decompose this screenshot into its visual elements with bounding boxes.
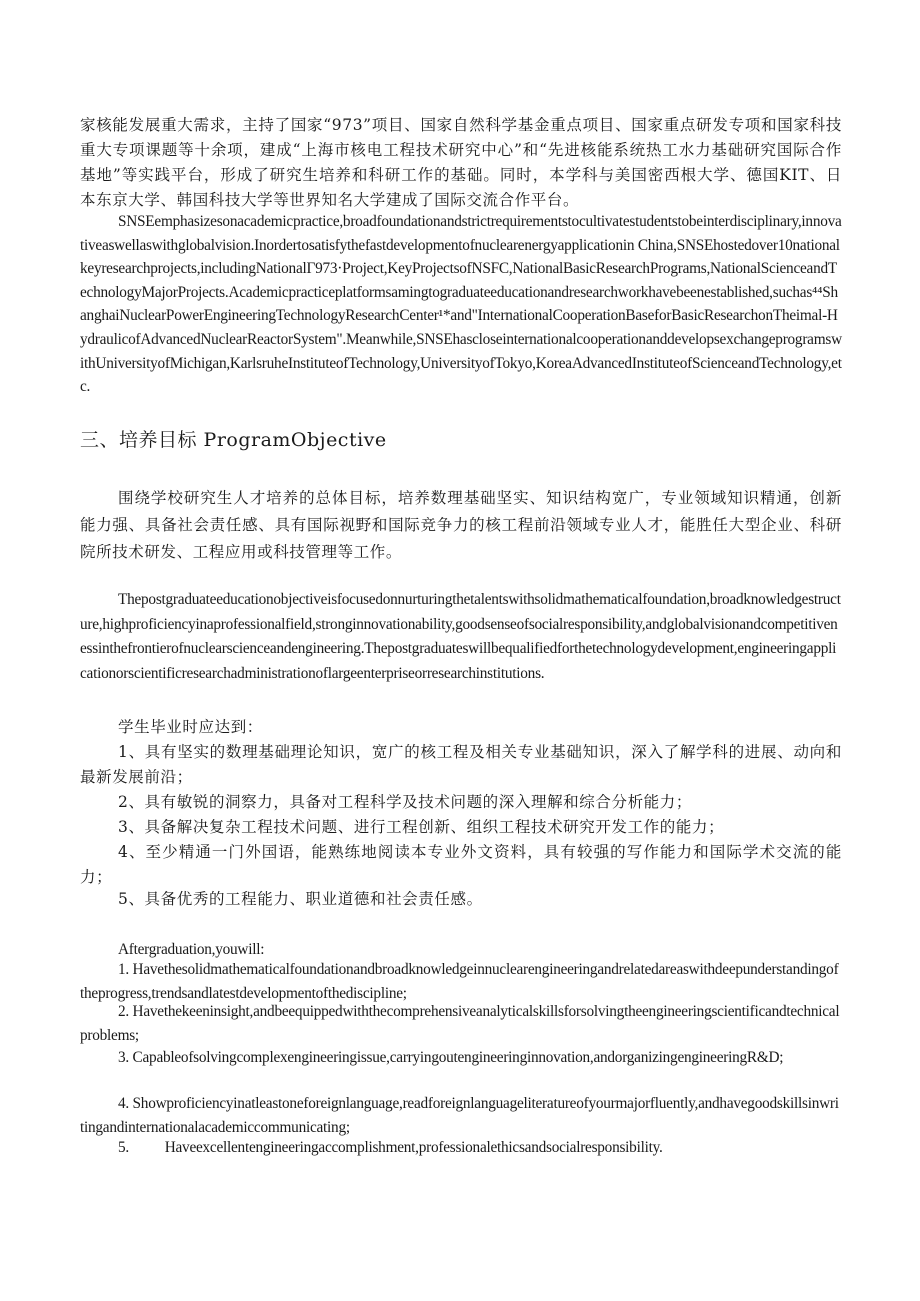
section2-english-paragraph: SNSEemphasizesonacademicpractice,broadfoundationandstrictrequirementstocultivatestudentstobeinterdisciplinary,innovativeaswellaswithglobalvision.Inordertosatisfythefastdevelopmentofnuclearenergyapplicationin China,SNSEhostedover10nationalkeyresearchprojects,includingNationalΓ973·Project,KeyProjectsofNSFC,NationalBasicResearchPrograms,NationalScienceandTechnologyMajorProjects.Academicpracticeplatformsamingtograduateeducationandresearchworkhavebeenestablished,suchas⁴⁴ShanghaiNuclearPowerEngineeringTechnologyResearchCenter¹*and"InternationalCooperationBaseforBasicResearchonTheimal-HydraulicofAdvancedNuclearReactorSystem".Meanwhile,SNSEhascloseinternationalcooperationanddevelopsexchangeprogramswithUniversityofMichigan,KarlsruheInstituteofTechnology,UniversityofTokyo,KoreaAdvancedInstituteofScienceandTechnology,etc. (80, 213, 842, 396)
graduation-english-item: 1. Havethesolidmathematicalfoundationandbroadknowledgeinnuclearengineeringandrelatedareaswithdeepunderstandingoftheprogress,trendsandlatestdevelopmentofthediscipline; (80, 961, 839, 1002)
objective-english-paragraph: Thepostgraduateeducationobjectiveisfocusedonnurturingthetalentswithsolidmathematicalfoundation,broadknowledgestructure,highproficiencyinaprofessionalfield,stronginnovationability,goodsenseofsocialresponsibility,andglobalvisionandcompetitivenessinthefrontierofnuclearscienceandengineering.Thepostgraduateswillbequalifiedforthetechnologydevelopment,engineeringapplicationorscientificresearchadministrationoflargeenterpriseorresearchinstitutions. (80, 591, 841, 682)
graduation-english-item: 3. Capableofsolvingcomplexengineeringissue,carryingoutengineeringinnovation,andorganizingengineeringR&D; (118, 1049, 784, 1066)
graduation-english-item: 2. Havethekeeninsight,andbeequippedwiththecomprehensiveanalyticalskillsforsolvingtheengineeringscientificandtechnicalproblems; (80, 1003, 840, 1044)
section3-heading: 三、培养目标 ProgramObjective (80, 429, 387, 451)
graduation-english-intro: Aftergraduation,youwill: (118, 941, 265, 958)
graduation-english-item: 5. Haveexcellentengineeringaccomplishment,professionalethicsandsocialresponsibility. (118, 1139, 663, 1156)
graduation-chinese-item: 2、具有敏锐的洞察力，具备对工程科学及技术问题的深入理解和综合分析能力； (118, 793, 692, 811)
graduation-chinese-item: 4、至少精通一门外国语，能熟练地阅读本专业外文资料，具有较强的写作能力和国际学术交流的能力； (80, 843, 842, 886)
graduation-english-item: 4. Showproficiencyinatleastoneforeignlanguage,readforeignlanguageliteratureofyourmajorfluently,andhavegoodskillsinwritingandinternationalacademiccommunicating; (80, 1095, 839, 1136)
graduation-chinese-intro: 学生毕业时应达到： (118, 718, 263, 736)
graduation-chinese-item: 3、具备解决复杂工程技术问题、进行工程创新、组织工程技术研究开发工作的能力； (118, 818, 725, 836)
graduation-chinese-item: 1、具有坚实的数理基础理论知识，宽广的核工程及相关专业基础知识，深入了解学科的进展、动向和最新发展前沿； (80, 743, 842, 786)
graduation-chinese-item: 5、具备优秀的工程能力、职业道德和社会责任感。 (118, 890, 483, 908)
section2-chinese-paragraph: 家核能发展重大需求，主持了国家“973”项目、国家自然科学基金重点项目、国家重点研发专项和国家科技重大专项课题等十余项，建成“上海市核电工程技术研究中心”和“先进核能系统热工水力基础研究国际合作基地”等实践平台，形成了研究生培养和科研工作的基础。同时，本学科与美国密西根大学、德国KIT、日本东京大学、韩国科技大学等世界知名大学建成了国际交流合作平台。 (80, 116, 842, 209)
objective-chinese-paragraph: 围绕学校研究生人才培养的总体目标，培养数理基础坚实、知识结构宽广，专业领域知识精通，创新能力强、具备社会责任感、具有国际视野和国际竞争力的核工程前沿领域专业人才，能胜任大型企业、科研院所技术研发、工程应用或科技管理等工作。 (80, 489, 842, 561)
